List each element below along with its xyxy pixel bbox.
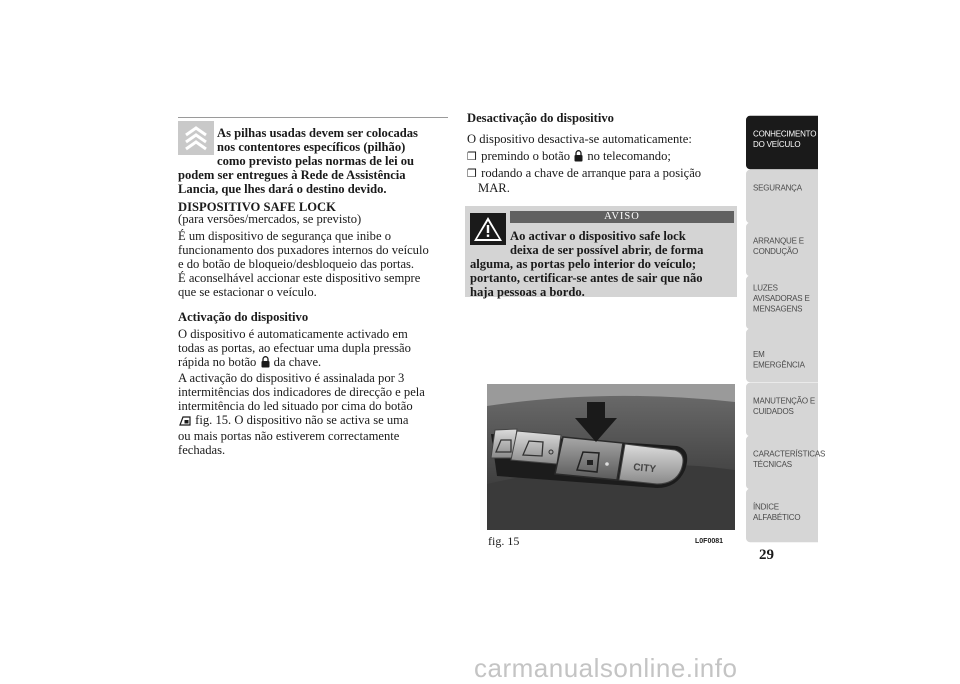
figure-door-button-panel bbox=[487, 384, 735, 530]
environment-note-line: nos contentores específicos (pilhão) bbox=[217, 140, 406, 154]
safe-lock-line: É aconselhável accionar este dispositivo sempre bbox=[178, 271, 421, 285]
tab-label: TÉCNICAS bbox=[753, 459, 792, 470]
deactivation-line bbox=[467, 166, 737, 181]
warning-line: haja pessoas a bordo. bbox=[470, 285, 585, 299]
activation-line: todas as portas, ao efectuar uma dupla pressão bbox=[178, 341, 411, 355]
safe-lock-button-icon bbox=[179, 415, 191, 429]
environment-note-indented bbox=[217, 126, 447, 168]
tab-arranque-e-conducao[interactable] bbox=[746, 223, 818, 277]
deactivation-text: rodando a chave de arranque para a posição bbox=[481, 166, 702, 180]
tab-label: CONHECIMENTO bbox=[753, 129, 817, 139]
warning-line: Ao activar o dispositivo safe lock bbox=[510, 229, 686, 243]
environment-note-line: Lancia, que lhes dará o destino devido. bbox=[178, 182, 387, 196]
watermark-text: carmanualsonline.info bbox=[474, 653, 738, 683]
tab-label: AVISADORAS E bbox=[753, 293, 810, 304]
bullet-glyph: ❒ bbox=[467, 150, 477, 163]
deactivation-text: no telecomando; bbox=[587, 149, 671, 163]
activation-line bbox=[178, 413, 448, 429]
activation-line: fechadas. bbox=[178, 443, 226, 457]
lock-icon bbox=[261, 356, 270, 371]
activation-line bbox=[178, 355, 448, 371]
tab-label: CUIDADOS bbox=[753, 406, 794, 417]
tab-seguranca[interactable] bbox=[746, 170, 818, 224]
tab-label: ARRANQUE E bbox=[753, 236, 804, 246]
deactivation-line: MAR. bbox=[478, 181, 510, 195]
tab-label: MENSAGENS bbox=[753, 304, 803, 314]
activation-line: intermitência do led situado por cima do botão bbox=[178, 399, 413, 413]
safe-lock-body bbox=[178, 229, 448, 299]
environment-note-line: As pilhas usadas devem ser colocadas bbox=[217, 126, 418, 140]
tab-label: LUZES bbox=[753, 283, 778, 293]
page-number: 29 bbox=[759, 547, 774, 563]
tab-conhecimento-do-veiculo[interactable] bbox=[746, 116, 818, 170]
tab-luzes-avisadoras[interactable] bbox=[746, 276, 818, 330]
tab-em-emergencia[interactable] bbox=[746, 329, 818, 383]
warning-text-full bbox=[470, 257, 734, 299]
tab-indice-alfabetico[interactable] bbox=[746, 489, 818, 543]
warning-label: AVISO bbox=[510, 211, 734, 223]
activation-text: rápida no botão bbox=[178, 355, 257, 369]
figure-code: L0F0081 bbox=[695, 538, 724, 545]
tab-label: CONDUÇÃO bbox=[753, 246, 799, 257]
bullet-glyph: ❒ bbox=[467, 167, 477, 180]
safe-lock-line: É um dispositivo de segurança que inibe o bbox=[178, 229, 391, 243]
activation-heading: Activação do dispositivo bbox=[178, 310, 309, 324]
tab-label: ÍNDICE bbox=[753, 502, 779, 512]
warning-triangle-icon bbox=[470, 213, 506, 245]
safe-lock-heading: DISPOSITIVO SAFE LOCK bbox=[178, 200, 336, 214]
deactivation-heading: Desactivação do dispositivo bbox=[467, 111, 614, 125]
tab-label: CARACTERÍSTICAS bbox=[753, 449, 826, 459]
activation-body bbox=[178, 327, 448, 457]
deactivation-text: premindo o botão bbox=[481, 149, 570, 163]
warning-line: alguma, as portas pelo interior do veículo; bbox=[470, 257, 697, 271]
tab-label: DO VEÍCULO bbox=[753, 139, 801, 150]
activation-text: da chave. bbox=[273, 355, 322, 369]
tab-label: MANUTENÇÃO E bbox=[753, 396, 816, 406]
activation-text: fig. 15. O dispositivo não se activa se uma bbox=[195, 413, 409, 427]
safe-lock-line: e do botão de bloqueio/desbloqueio das portas. bbox=[178, 257, 415, 271]
safe-lock-subheading: (para versões/mercados, se previsto) bbox=[178, 212, 362, 226]
recycle-chevrons-icon bbox=[178, 121, 214, 155]
safe-lock-line: que se estacionar o veículo. bbox=[178, 285, 317, 299]
environment-note-full bbox=[178, 168, 448, 196]
deactivation-bullet bbox=[467, 149, 671, 165]
deactivation-bullet bbox=[467, 166, 737, 195]
activation-line: A activação do dispositivo é assinalada por 3 bbox=[178, 371, 405, 385]
tab-label: SEGURANÇA bbox=[753, 183, 802, 193]
activation-line: ou mais portas não estiverem correctamente bbox=[178, 429, 400, 443]
deactivation-intro: O dispositivo desactiva-se automaticamente: bbox=[467, 132, 692, 146]
environment-note-line: podem ser entregues à Rede de Assistência bbox=[178, 168, 406, 182]
section-divider bbox=[178, 117, 448, 118]
warning-text-indented bbox=[510, 229, 734, 257]
activation-line: O dispositivo é automaticamente activado em bbox=[178, 327, 408, 341]
figure-caption: fig. 15 bbox=[488, 534, 520, 548]
tab-label: EM EMERGÊNCIA bbox=[753, 349, 805, 370]
tab-manutencao-e-cuidados[interactable] bbox=[746, 383, 818, 437]
environment-note-line: como previsto pelas normas de lei ou bbox=[217, 154, 415, 168]
activation-line: intermitências dos indicadores de direcção e pela bbox=[178, 385, 425, 399]
safe-lock-line: funcionamento dos puxadores internos do veículo bbox=[178, 243, 429, 257]
city-button-label: CITY bbox=[632, 462, 657, 476]
tab-label: ALFABÉTICO bbox=[753, 512, 801, 523]
tab-caracteristicas-tecnicas[interactable] bbox=[746, 436, 826, 490]
warning-line: deixa de ser possível abrir, de forma bbox=[510, 243, 704, 257]
warning-line: portanto, certificar-se antes de sair que não bbox=[470, 271, 703, 285]
lock-icon bbox=[574, 150, 583, 165]
